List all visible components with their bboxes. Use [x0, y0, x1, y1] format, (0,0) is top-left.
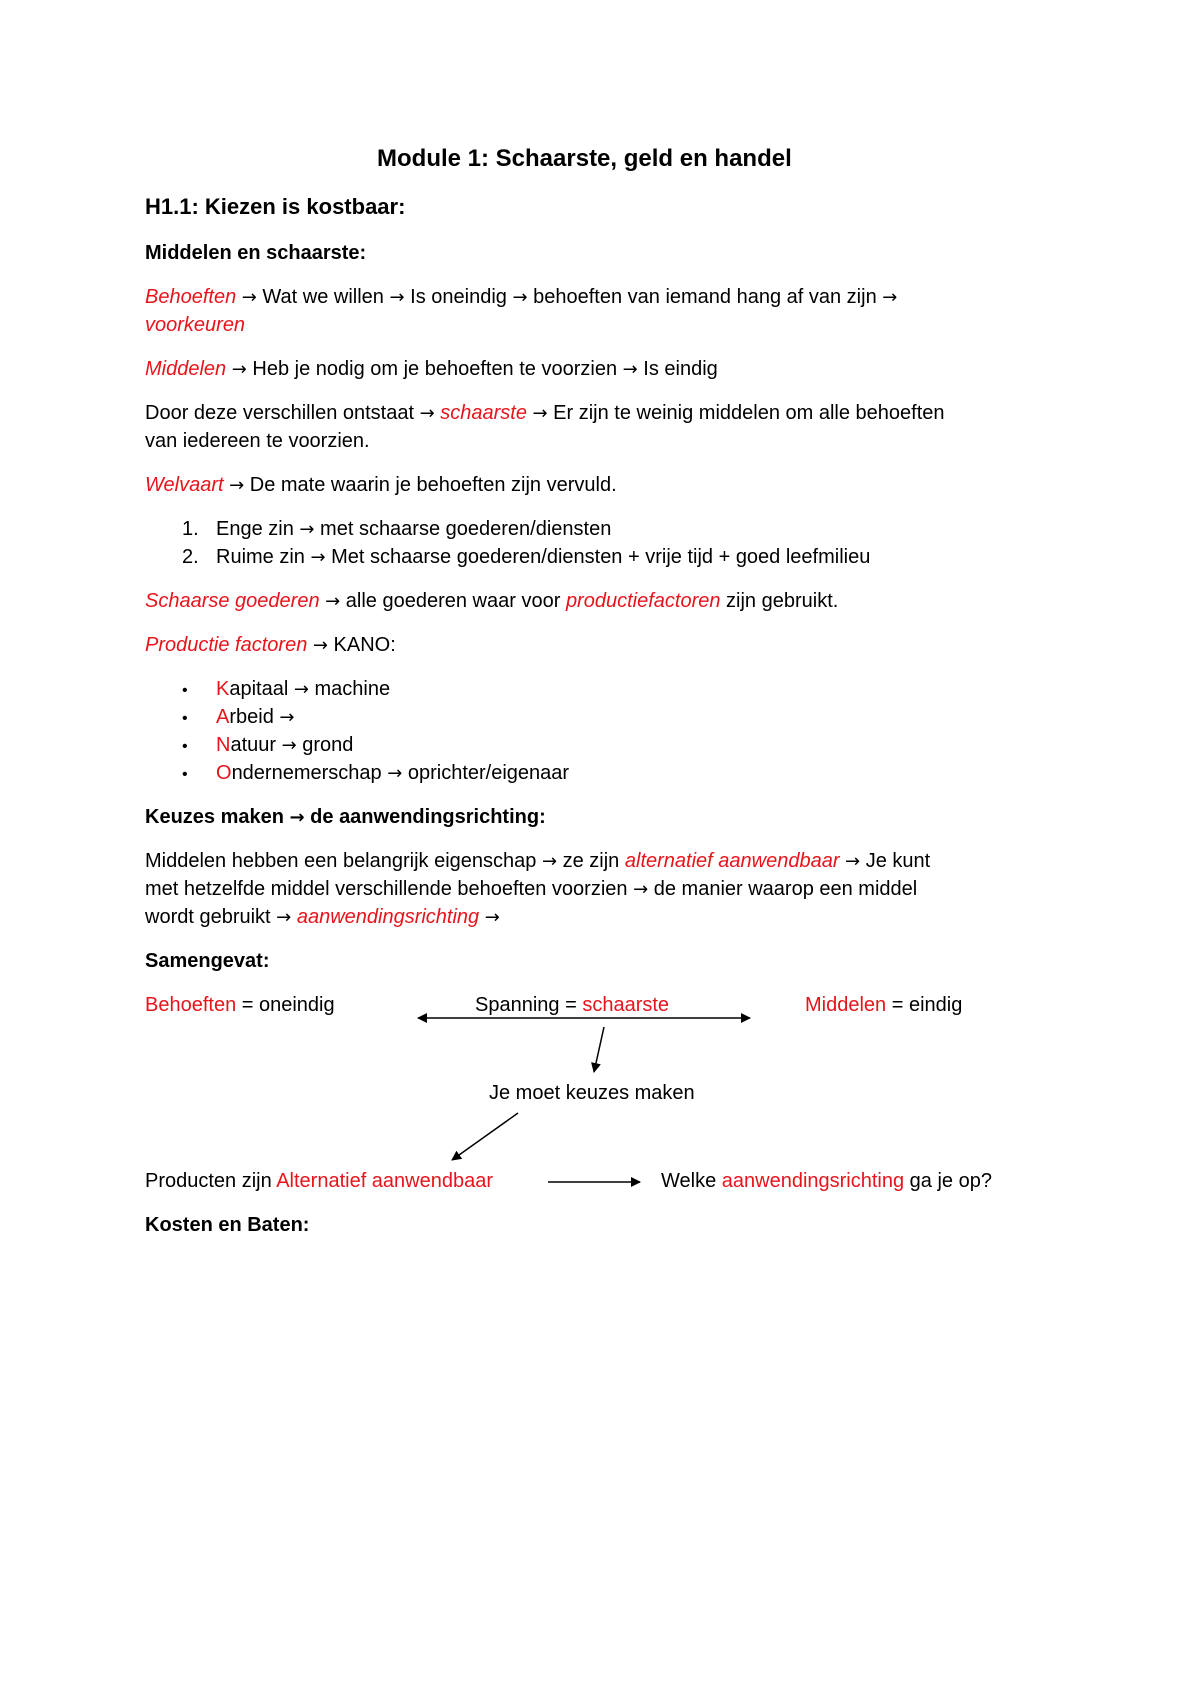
term-productie-factoren: Productie factoren: [145, 634, 308, 656]
text: apitaal: [229, 678, 294, 700]
text: Keuzes maken: [145, 806, 290, 828]
bullet-icon: •: [182, 738, 188, 755]
text: = eindig: [886, 994, 963, 1016]
arrow-down-producten: [452, 1113, 518, 1160]
text: ze zijn: [557, 850, 625, 872]
arrow-icon: →: [299, 519, 315, 540]
arrow-down-keuzes: [594, 1027, 604, 1072]
kano-letter: O: [216, 762, 232, 784]
bullet-icon: •: [182, 682, 188, 699]
text: grond: [296, 734, 354, 756]
text: KANO:: [327, 634, 396, 656]
text: Door deze verschillen ontstaat: [145, 402, 420, 424]
arrow-icon: →: [231, 359, 247, 380]
text: met schaarse goederen/diensten: [314, 518, 612, 540]
text: = oneindig: [236, 994, 335, 1016]
kano-letter: K: [216, 678, 230, 700]
arrow-icon: →: [633, 879, 649, 900]
text: ndernemerschap: [231, 762, 388, 784]
arrow-icon: →: [845, 851, 861, 872]
text: wordt gebruikt: [145, 906, 277, 928]
subheading-middelen: Middelen en schaarste:: [145, 242, 367, 264]
list-number: 2.: [182, 546, 199, 568]
arrow-icon: →: [419, 403, 435, 424]
text: Heb je nodig om je behoeften te voorzien: [246, 358, 623, 380]
text: Wat we willen: [256, 286, 390, 308]
text: Alternatief aanwendbaar: [276, 1170, 494, 1192]
arrow-icon: →: [279, 707, 295, 728]
text: Producten zijn: [145, 1170, 277, 1192]
kano-letter: N: [216, 734, 231, 756]
text: ga je op?: [904, 1170, 992, 1192]
text: rbeid: [229, 706, 280, 728]
text: met hetzelfde middel verschillende behoeften voorzien: [145, 878, 634, 900]
text: Is oneindig: [404, 286, 513, 308]
arrow-icon: →: [389, 287, 405, 308]
arrow-icon: →: [310, 547, 326, 568]
text: machine: [308, 678, 391, 700]
text: Welke: [661, 1170, 722, 1192]
arrow-icon: →: [622, 359, 638, 380]
term-alternatief-aanwendbaar: alternatief aanwendbaar: [624, 850, 840, 872]
arrow-icon: →: [276, 907, 292, 928]
text: atuur: [230, 734, 282, 756]
subheading-samengevat: Samengevat:: [145, 950, 270, 972]
arrow-icon: →: [293, 679, 309, 700]
text: Middelen: [805, 994, 887, 1016]
arrow-icon: →: [312, 635, 328, 656]
diagram-keuzes-node: Je moet keuzes maken: [489, 1082, 695, 1104]
term-aanwendingsrichting: aanwendingsrichting: [296, 906, 480, 928]
section-heading: H1.1: Kiezen is kostbaar:: [145, 194, 406, 219]
text: behoeften van iemand hang af van zijn: [527, 286, 883, 308]
text: zijn gebruikt.: [720, 590, 839, 612]
text: De mate waarin je behoeften zijn vervuld.: [244, 474, 617, 496]
term-middelen: Middelen: [145, 358, 227, 380]
text: Je kunt: [860, 850, 931, 872]
kano-letter: A: [216, 706, 230, 728]
term-welvaart: Welvaart: [145, 474, 224, 496]
arrow-icon: →: [541, 851, 558, 872]
text: Behoeften: [145, 994, 237, 1016]
page-title: Module 1: Schaarste, geld en handel: [377, 145, 792, 172]
term-voorkeuren: voorkeuren: [145, 314, 246, 336]
bullet-icon: •: [182, 766, 188, 783]
paragraph-schaarste-line2: van iedereen te voorzien.: [145, 430, 370, 452]
arrow-icon: →: [512, 287, 528, 308]
text: Met schaarse goederen/diensten + vrije tijd + goed leefmilieu: [325, 546, 871, 568]
list-number: 1.: [182, 518, 199, 540]
text: Er zijn te weinig middelen om alle behoeften: [547, 402, 945, 424]
arrow-icon: →: [241, 287, 257, 308]
text: Is eindig: [637, 358, 718, 380]
arrow-icon: →: [882, 287, 898, 308]
arrow-icon: →: [229, 475, 245, 496]
bullet-icon: •: [182, 710, 188, 727]
arrow-icon: →: [484, 907, 500, 928]
text: oprichter/eigenaar: [402, 762, 570, 784]
term-behoeften: Behoeften: [145, 286, 237, 308]
text: Middelen hebben een belangrijk eigenschap: [145, 850, 542, 872]
term-schaarste: schaarste: [440, 402, 527, 424]
text: schaarste: [582, 994, 670, 1016]
arrow-icon: →: [325, 591, 341, 612]
term-productiefactoren: productiefactoren: [565, 590, 721, 612]
arrow-icon: →: [281, 735, 297, 756]
arrow-icon: →: [387, 763, 403, 784]
subheading-kosten-baten: Kosten en Baten:: [145, 1214, 310, 1236]
term-schaarse-goederen: Schaarse goederen: [145, 590, 320, 612]
text: Spanning =: [475, 994, 583, 1016]
arrow-icon: →: [532, 403, 548, 424]
text: Ruime zin: [216, 546, 311, 568]
text: Enge zin: [216, 518, 300, 540]
text: de manier waarop een middel: [648, 878, 918, 900]
text: aanwendingsrichting: [721, 1170, 905, 1192]
text: alle goederen waar voor: [340, 590, 566, 612]
arrow-icon: →: [289, 807, 305, 828]
text: de aanwendingsrichting:: [304, 806, 546, 828]
